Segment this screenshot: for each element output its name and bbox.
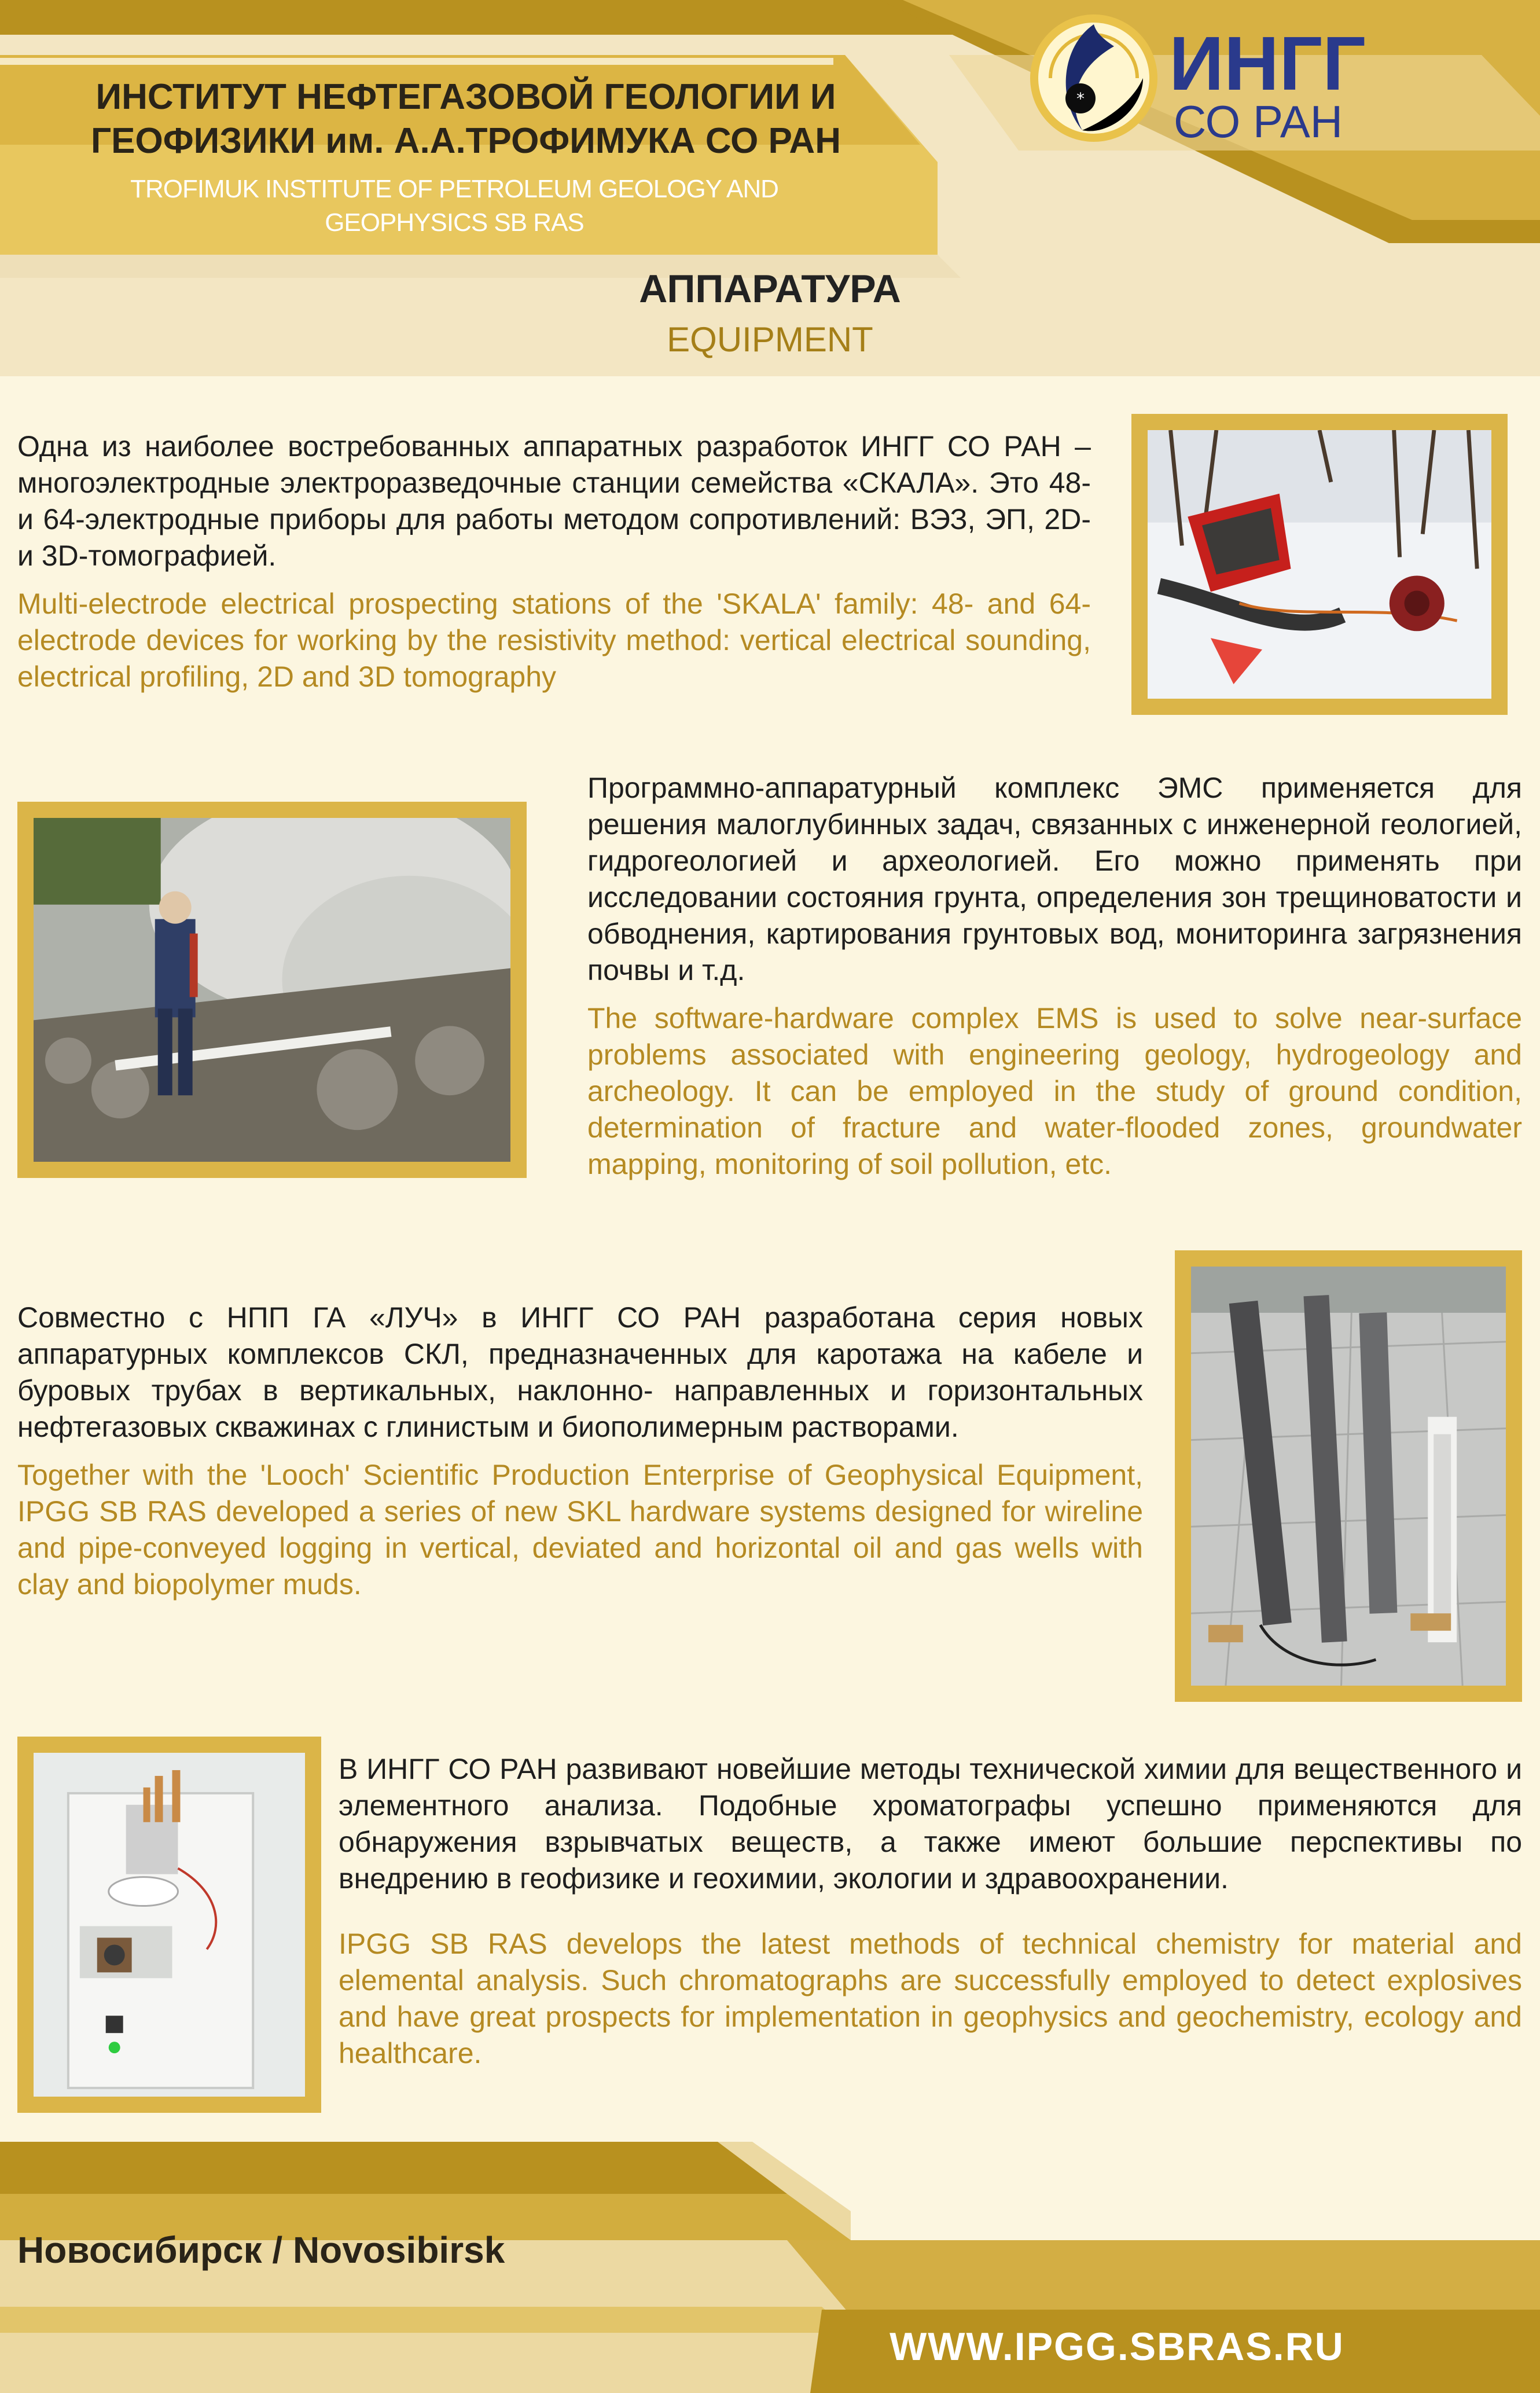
logging-tools-photo-frame bbox=[1175, 1250, 1522, 1702]
block-2-text bbox=[587, 770, 1522, 1183]
block-1-text bbox=[17, 428, 1091, 695]
svg-text:*: * bbox=[1076, 89, 1085, 108]
footer-website-link[interactable]: WWW.IPGG.SBRAS.RU bbox=[890, 2325, 1344, 2369]
institute-title-en-line2: GEOPHYSICS SB RAS bbox=[325, 208, 584, 237]
ems-field-photo-frame bbox=[17, 802, 527, 1178]
logo-name: ИНГГ bbox=[1169, 21, 1366, 106]
block-3-text-ru: Совместно с НПП ГА «ЛУЧ» в ИНГГ СО РАН разработана серия новых аппаратурных комплексов СКЛ, предназначенных для каротажа на кабеле и буровых трубах в вертикальных, наклонно- направленных и горизонтальных нефтегазовых скважинах с глинистым и биополимерным растворами. bbox=[17, 1301, 1143, 1443]
section-title-ru: АППАРАТУРА bbox=[639, 267, 901, 311]
block-1-text-ru: Одна из наиболее востребованных аппаратных разработок ИНГГ СО РАН – многоэлектродные электроразведочные станции семейства «СКАЛА». Это 48- и 64-электродные приборы для работы методом сопротивлений: ВЭЗ, ЭП, 2D- и 3D-томографией. bbox=[17, 430, 1091, 572]
block-4-text-ru: В ИНГГ СО РАН развивают новейшие методы технической химии для вещественного и элементного анализа. Подобные хроматографы успешно применяются для обнаружения взрывчатых веществ, а также имеют большие перспективы по внедрению в геофизике и геохимии, экологии и здравоохранении. bbox=[339, 1753, 1522, 1895]
skala-station-photo-frame bbox=[1131, 414, 1508, 715]
skala-station-photo bbox=[1148, 430, 1491, 699]
logging-tools-photo bbox=[1191, 1267, 1506, 1686]
block-3-text bbox=[17, 1300, 1143, 1603]
footer-city: Новосибирск / Novosibirsk bbox=[17, 2229, 505, 2271]
logo-subname: СО РАН bbox=[1174, 96, 1343, 147]
chromatograph-photo-frame bbox=[17, 1737, 321, 2113]
block-2-text-ru: Программно-аппаратурный комплекс ЭМС применяется для решения малоглубинных задач, связанных с инженерной геологией, гидрогеологией и археологией. Его можно применять при исследовании состояния грунта, определения зон трещиноватости и обводнения, картирования грунтовых вод, мониторинга загрязнения почвы и т.д. bbox=[587, 772, 1522, 986]
block-3-text-en: Together with the 'Looch' Scientific Production Enterprise of Geophysical Equipment, IPGG SB RAS developed a series of new SKL hardware systems designed for wireline and pipe-conveyed logging in vertical, deviated and horizontal oil and gas wells with clay and biopolymer muds. bbox=[17, 1459, 1143, 1601]
section-title-en: EQUIPMENT bbox=[667, 320, 873, 359]
block-4-text bbox=[339, 1751, 1522, 2072]
block-2-text-en: The software-hardware complex EMS is used to solve near-surface problems associated with engineering geology, hydrogeology and archeology. It can be employed in the study of ground condition, determination of fracture and water-flooded zones, groundwater mapping, monitoring of soil pollution, etc. bbox=[587, 1002, 1522, 1180]
institute-title-ru-line2: ГЕОФИЗИКИ им. А.А.ТРОФИМУКА СО РАН bbox=[91, 121, 841, 161]
institute-title-en bbox=[98, 172, 810, 240]
block-1-text-en: Multi-electrode electrical prospecting stations of the 'SKALA' family: 48- and 64-electrode devices for working by the resistivity method: vertical electrical sounding, electrical profiling, 2D and 3D tomography bbox=[17, 588, 1091, 693]
institute-title-en-line1: TROFIMUK INSTITUTE OF PETROLEUM GEOLOGY AND bbox=[130, 175, 778, 203]
ingg-logo-icon bbox=[1027, 12, 1160, 145]
chromatograph-photo bbox=[34, 1753, 305, 2097]
institute-title-ru bbox=[81, 75, 851, 163]
block-4-text-en: IPGG SB RAS develops the latest methods of technical chemistry for material and elemental analysis. Such chromatographs are successfully employed to detect explosives and have great prospects for implementation in geophysics and geochemistry, ecology and healthcare. bbox=[339, 1928, 1522, 2069]
institute-title-ru-line1: ИНСТИТУТ НЕФТЕГАЗОВОЙ ГЕОЛОГИИ И bbox=[95, 77, 836, 117]
ems-field-photo bbox=[34, 818, 510, 1162]
